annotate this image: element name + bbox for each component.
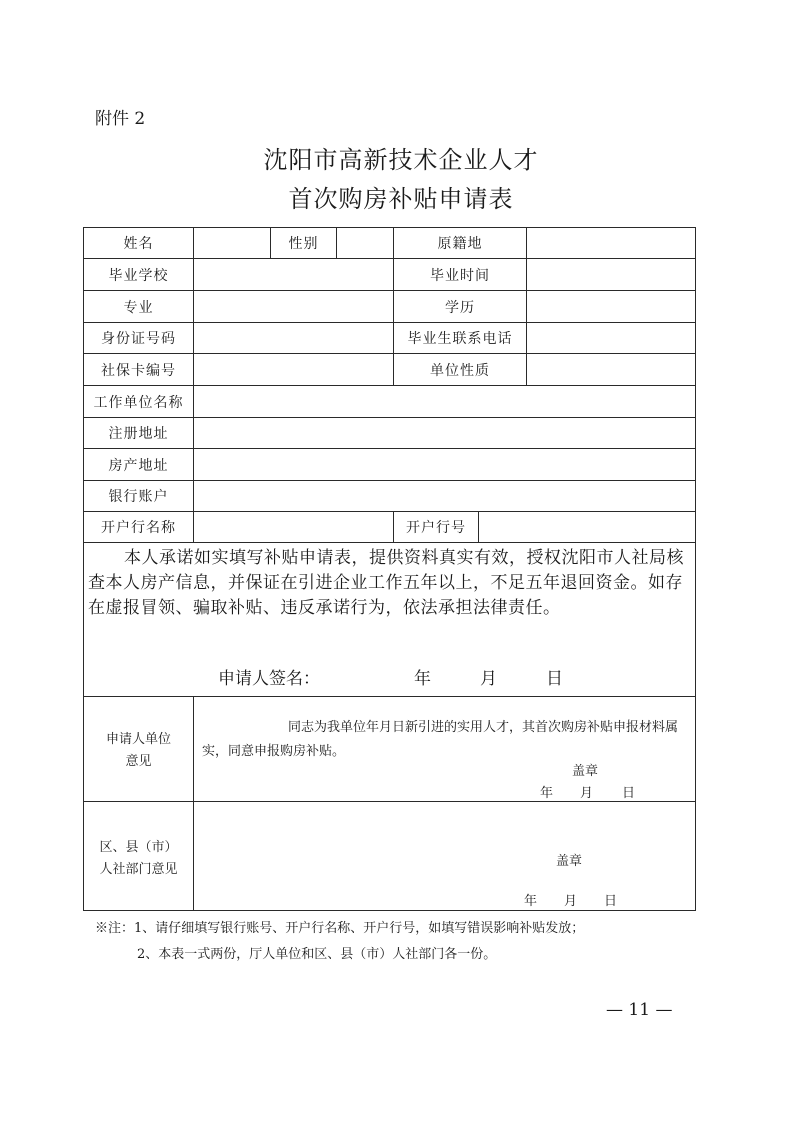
- pledge-text: 本人承诺如实填写补贴申请表，提供资料真实有效，授权沈阳市人社局核查本人房产信息，并保证在引进企业工作五年以上，不足五年退回资金。如存在虚报冒领、骗取补贴、违反承诺行为，依法承担法律责任。: [88, 548, 684, 618]
- reg-address-label: 注册地址: [108, 426, 169, 442]
- grid-line: [83, 910, 696, 911]
- social-card-label: 社保卡编号: [101, 362, 176, 379]
- unit-opinion-text: 同志为我单位年月日新引进的实用人才，其首次购房补贴申报材料属实，同意申报购房补贴。: [202, 720, 679, 759]
- bank-account-field[interactable]: [194, 481, 695, 511]
- degree-label: 学历: [445, 299, 475, 316]
- grid-line: [83, 542, 696, 543]
- page-number: — 11 —: [606, 1000, 673, 1020]
- gender-field[interactable]: [337, 228, 393, 258]
- form-title-line2: 首次购房补贴申请表: [288, 185, 514, 213]
- gender-label: 性别: [288, 236, 319, 252]
- note-line-2: 2、本表一式两份，厅人单位和区、县（市）人社部门各一份。: [137, 947, 497, 962]
- grid-line: [83, 696, 696, 697]
- grid-line: [193, 696, 194, 910]
- grid-line: [695, 227, 696, 910]
- district-seal-label: 盖章: [556, 854, 583, 869]
- id-number-field[interactable]: [194, 323, 393, 353]
- unit-type-field[interactable]: [527, 354, 695, 385]
- employer-field[interactable]: [194, 386, 695, 417]
- name-label: 姓名: [123, 236, 154, 252]
- reg-address-field[interactable]: [194, 418, 695, 448]
- property-address-field[interactable]: [194, 449, 695, 480]
- unit-type-label: 单位性质: [430, 362, 490, 379]
- unit-year: 年: [540, 786, 554, 801]
- note-line-1: ※注：1、请仔细填写银行账号、开户行名称、开户行号，如填写错误影响补贴发放；: [95, 921, 585, 936]
- pledge-year: 年: [414, 669, 431, 689]
- unit-opinion-label-1: 申请人单位: [105, 732, 171, 747]
- bank-name-label: 开户行名称: [101, 520, 176, 536]
- district-day: 日: [604, 894, 618, 909]
- bank-code-label: 开户行号: [406, 520, 466, 536]
- bank-account-label: 银行账户: [108, 489, 169, 505]
- school-field[interactable]: [194, 259, 393, 290]
- grad-time-label: 毕业时间: [430, 267, 490, 284]
- district-opinion-label-1: 区、县（市）: [99, 840, 178, 855]
- major-label: 专业: [123, 299, 154, 316]
- unit-seal-label: 盖章: [572, 764, 599, 779]
- id-number-label: 身份证号码: [101, 331, 176, 347]
- social-card-field[interactable]: [194, 354, 393, 385]
- property-address-label: 房产地址: [108, 457, 169, 474]
- unit-opinion-label-2: 意见: [125, 754, 152, 769]
- bank-name-field[interactable]: [194, 512, 393, 542]
- pledge-day: 日: [546, 669, 563, 689]
- signature-field[interactable]: [320, 660, 400, 686]
- origin-label: 原籍地: [437, 236, 483, 252]
- grad-time-field[interactable]: [527, 259, 695, 290]
- unit-month: 月: [580, 786, 594, 801]
- district-month: 月: [564, 894, 578, 909]
- employer-label: 工作单位名称: [93, 394, 184, 411]
- form-title-line1: 沈阳市高新技术企业人才: [263, 146, 539, 174]
- phone-field[interactable]: [527, 323, 695, 353]
- pledge-month: 月: [480, 669, 497, 689]
- phone-label: 毕业生联系电话: [407, 331, 513, 347]
- attachment-label: 附件 2: [95, 109, 146, 129]
- grid-line: [83, 801, 696, 802]
- origin-field[interactable]: [527, 228, 695, 258]
- name-field[interactable]: [194, 228, 270, 258]
- district-year: 年: [524, 894, 538, 909]
- major-field[interactable]: [194, 291, 393, 322]
- unit-day: 日: [622, 786, 636, 801]
- district-opinion-label-2: 人社部门意见: [99, 862, 178, 877]
- degree-field[interactable]: [527, 291, 695, 322]
- school-label: 毕业学校: [108, 267, 169, 284]
- signature-label: 申请人签名：: [218, 669, 320, 689]
- bank-code-field[interactable]: [479, 512, 695, 542]
